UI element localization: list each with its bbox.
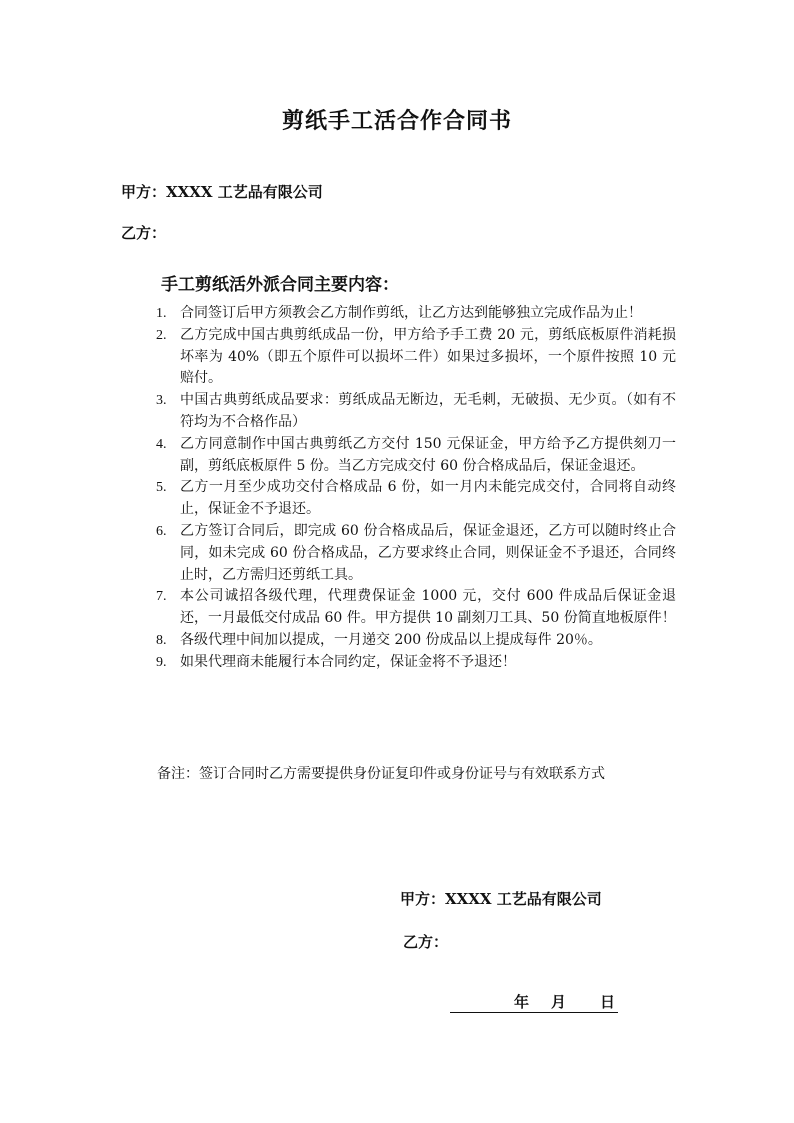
- date-day-label: 日: [600, 993, 616, 1011]
- clause-item: [156, 434, 676, 478]
- clause-number: 5.: [156, 480, 167, 496]
- document-title: 剪纸手工活合作合同书: [281, 108, 512, 134]
- clause-number: 7.: [156, 589, 167, 605]
- clause-number: 4.: [156, 436, 167, 452]
- clause-item: [156, 586, 676, 630]
- clause-text: 合同签订后甲方须教会乙方制作剪纸，让乙方达到能够独立完成作品为止！: [180, 305, 642, 321]
- clause-text: 乙方同意制作中国古典剪纸乙方交付 150 元保证金，甲方给予乙方提供刻刀一副，剪纸底板原件 5 份。当乙方完成交付 60 份合格成品后，保证金退还。: [180, 435, 676, 474]
- clause-text: 乙方签订合同后，即完成 60 份合格成品后，保证金退还，乙方可以随时终止合同，如未完成 60 份合格成品，乙方要求终止合同，则保证金不予退还，合同终止时，乙方需归还剪纸工具。: [180, 522, 676, 583]
- clause-text: 中国古典剪纸成品要求：剪纸成品无断边，无毛刺，无破损、无少页。（如有不符均为不合格作品）: [180, 392, 676, 430]
- clause-item: [156, 390, 676, 434]
- clause-text: 各级代理中间加以提成，一月递交 200 份成品以上提成每件 20％。: [180, 631, 602, 648]
- date-year-label: 年: [514, 993, 530, 1011]
- clause-number: 3.: [156, 393, 167, 409]
- clause-text: 如果代理商未能履行本合同约定，保证金将不予退还！: [180, 653, 516, 670]
- clause-item: [156, 477, 676, 521]
- signature-date-line: [450, 991, 618, 1013]
- header-party-a: 甲方：XXXX 工艺品有限公司: [121, 183, 323, 201]
- clause-item: [156, 303, 676, 325]
- clause-list: [156, 303, 676, 674]
- signature-party-b: 乙方：: [403, 933, 449, 951]
- clause-number: 6.: [156, 523, 167, 539]
- clause-number: 2.: [156, 327, 167, 343]
- clause-text: 乙方一月至少成功交付合格成品 6 份，如一月内未能完成交付，合同将自动终止，保证金不予退还。: [180, 479, 676, 518]
- date-month-label: 月: [551, 993, 567, 1011]
- clause-number: 9.: [156, 654, 167, 670]
- remark-note: 备注：签订合同时乙方需要提供身份证复印件或身份证号与有效联系方式: [157, 766, 605, 782]
- signature-party-a: 甲方：XXXX 工艺品有限公司: [400, 890, 602, 908]
- clause-text: 本公司诚招各级代理，代理费保证金 1000 元，交付 600 件成品后保证金退还，一月最低交付成品 60 件。甲方提供 10 副刻刀工具、50 份简直地板原件！: [180, 588, 676, 627]
- clause-item: [156, 630, 676, 652]
- clause-item: [156, 521, 676, 586]
- clause-item: [156, 325, 676, 390]
- clause-number: 8.: [156, 632, 167, 648]
- clause-text: 乙方完成中国古典剪纸成品一份，甲方给予手工费 20 元，剪纸底板原件消耗损坏率为 40%（即五个原件可以损坏二件）如果过多损坏，一个原件按照 10 元赔付。: [180, 326, 676, 387]
- header-party-b: 乙方：: [121, 224, 167, 242]
- clause-number: 1.: [156, 306, 167, 321]
- section-heading: 手工剪纸活外派合同主要内容：: [161, 275, 399, 295]
- clause-item: [156, 652, 676, 674]
